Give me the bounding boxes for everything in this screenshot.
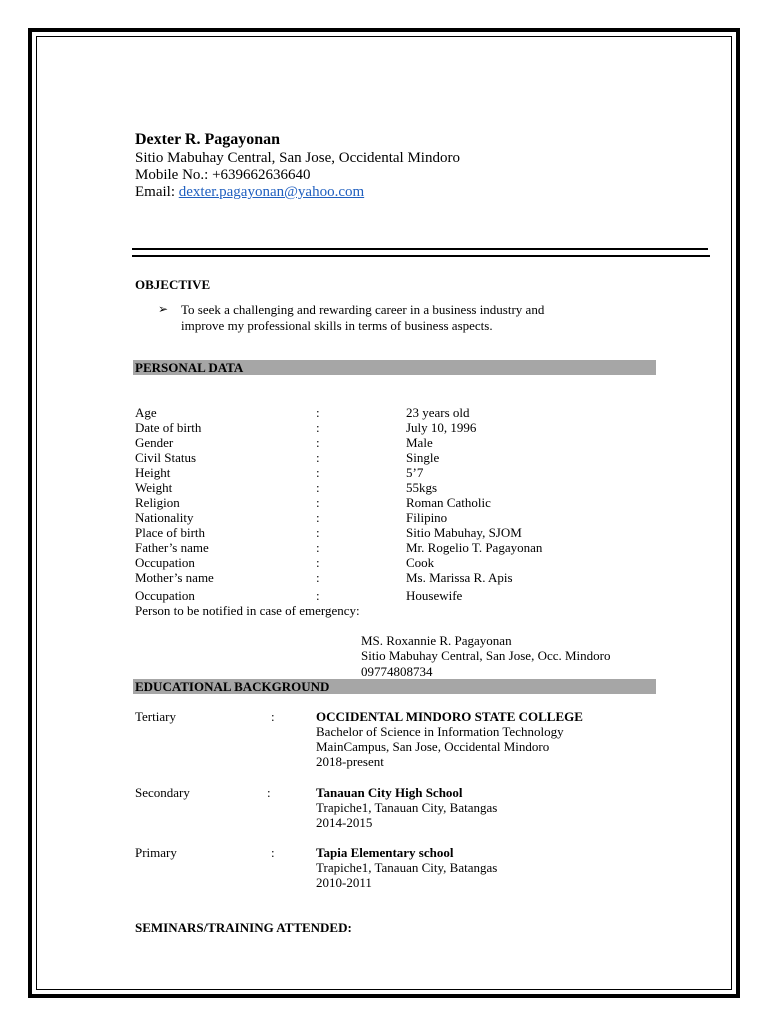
pd-value: Mr. Rogelio T. Pagayonan bbox=[406, 540, 543, 555]
edu-tertiary-label: Tertiary bbox=[135, 709, 176, 724]
edu-colon: : bbox=[271, 709, 275, 724]
pd-colon: : bbox=[316, 555, 320, 570]
pd-colon: : bbox=[316, 405, 320, 420]
edu-tertiary-campus: MainCampus, San Jose, Occidental Mindoro bbox=[316, 739, 550, 754]
pd-label: Gender bbox=[135, 435, 174, 450]
objective-text-line2: improve my professional skills in terms of business aspects. bbox=[181, 318, 493, 333]
pd-label: Civil Status bbox=[135, 450, 197, 465]
edu-tertiary-years: 2018-present bbox=[316, 754, 384, 769]
pd-colon: : bbox=[316, 588, 320, 603]
pd-colon: : bbox=[316, 525, 320, 540]
pd-value: Cook bbox=[406, 555, 435, 570]
edu-secondary-label: Secondary bbox=[135, 785, 190, 800]
header-divider-bottom bbox=[132, 255, 710, 257]
pd-label: Place of birth bbox=[135, 525, 206, 540]
address-line: Sitio Mabuhay Central, San Jose, Occidental Mindoro bbox=[135, 150, 460, 166]
pd-value: 5’7 bbox=[406, 465, 424, 480]
edu-secondary-school: Tanauan City High School bbox=[316, 785, 463, 800]
pd-label: Mother’s name bbox=[135, 570, 214, 585]
applicant-name: Dexter R. Pagayonan bbox=[135, 131, 281, 148]
pd-value: Roman Catholic bbox=[406, 495, 491, 510]
pd-label: Occupation bbox=[135, 555, 195, 570]
edu-tertiary-school: OCCIDENTAL MINDORO STATE COLLEGE bbox=[316, 709, 583, 724]
email-link[interactable]: dexter.pagayonan@yahoo.com bbox=[178, 184, 365, 200]
bullet-arrow-icon: ➢ bbox=[158, 302, 169, 316]
pd-label: Religion bbox=[135, 495, 180, 510]
pd-label: Father’s name bbox=[135, 540, 209, 555]
education-heading-bar bbox=[133, 679, 656, 694]
pd-value: 55kgs bbox=[406, 480, 438, 495]
education-heading: EDUCATIONAL BACKGROUND bbox=[135, 679, 330, 694]
emergency-contact-address: Sitio Mabuhay Central, San Jose, Occ. Mindoro bbox=[361, 648, 611, 663]
pd-colon: : bbox=[316, 480, 320, 495]
personal-data-heading: PERSONAL DATA bbox=[135, 360, 244, 375]
pd-value: Housewife bbox=[406, 588, 463, 603]
pd-colon: : bbox=[316, 450, 320, 465]
objective-heading: OBJECTIVE bbox=[135, 277, 211, 292]
pd-value: 23 years old bbox=[406, 405, 470, 420]
edu-primary-years: 2010-2011 bbox=[316, 875, 372, 890]
edu-colon: : bbox=[267, 785, 271, 800]
email-label: Email: bbox=[135, 184, 179, 200]
personal-data-heading-bar bbox=[133, 360, 656, 375]
pd-value: July 10, 1996 bbox=[406, 420, 477, 435]
pd-value: Ms. Marissa R. Apis bbox=[406, 570, 513, 585]
pd-label: Weight bbox=[135, 480, 173, 495]
edu-colon: : bbox=[271, 845, 275, 860]
pd-value: Single bbox=[406, 450, 440, 465]
pd-label: Date of birth bbox=[135, 420, 202, 435]
pd-colon: : bbox=[316, 540, 320, 555]
email-line bbox=[135, 184, 364, 201]
pd-colon: : bbox=[316, 435, 320, 450]
pd-colon: : bbox=[316, 495, 320, 510]
pd-colon: : bbox=[316, 465, 320, 480]
edu-primary-school: Tapia Elementary school bbox=[316, 845, 454, 860]
pd-label: Nationality bbox=[135, 510, 194, 525]
edu-secondary-address: Trapiche1, Tanauan City, Batangas bbox=[316, 800, 498, 815]
pd-label: Age bbox=[135, 405, 157, 420]
pd-value: Filipino bbox=[406, 510, 448, 525]
edu-secondary-years: 2014-2015 bbox=[316, 815, 373, 830]
edu-primary-address: Trapiche1, Tanauan City, Batangas bbox=[316, 860, 498, 875]
emergency-contact-phone: 09774808734 bbox=[361, 664, 433, 679]
pd-colon: : bbox=[316, 570, 320, 585]
pd-label: Height bbox=[135, 465, 171, 480]
pd-label: Occupation bbox=[135, 588, 195, 603]
emergency-contact-name: MS. Roxannie R. Pagayonan bbox=[361, 633, 512, 648]
edu-tertiary-course: Bachelor of Science in Information Technology bbox=[316, 724, 564, 739]
pd-colon: : bbox=[316, 510, 320, 525]
objective-text-line1: To seek a challenging and rewarding career in a business industry and bbox=[181, 302, 545, 317]
mobile-line: Mobile No.: +639662636640 bbox=[135, 167, 311, 183]
edu-primary-label: Primary bbox=[135, 845, 177, 860]
pd-value: Sitio Mabuhay, SJOM bbox=[406, 525, 522, 540]
pd-value: Male bbox=[406, 435, 433, 450]
pd-colon: : bbox=[316, 420, 320, 435]
seminars-heading: SEMINARS/TRAINING ATTENDED: bbox=[135, 920, 352, 935]
header-divider-top bbox=[132, 248, 708, 250]
emergency-contact-label: Person to be notified in case of emergency: bbox=[135, 603, 360, 618]
